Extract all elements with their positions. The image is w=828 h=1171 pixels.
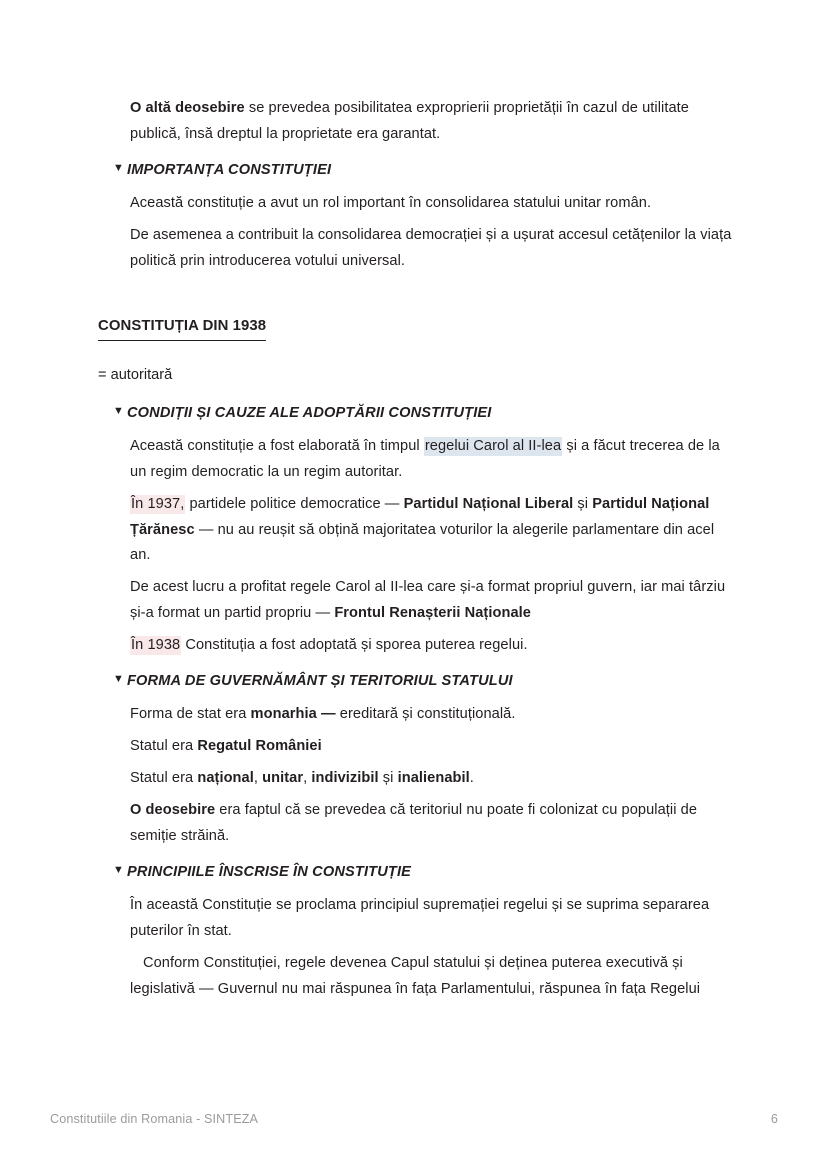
section-spacer — [98, 281, 732, 315]
paragraph-elaborata-pre: Această constituție a fost elaborată în timpul — [130, 437, 424, 454]
paragraph-national-bold3: indivizibil — [311, 770, 379, 787]
paragraph-national — [130, 766, 732, 792]
section-heading-importanta[interactable] — [113, 158, 732, 184]
highlight-in-1937: În 1937, — [131, 495, 185, 512]
paragraph-1938 — [130, 633, 732, 659]
paragraph-democratie: De asemenea a contribuit la consolidarea democrației și a ușurat accesul cetățenilor la viața politică prin introducerea votului universal. — [130, 226, 732, 269]
paragraph-suprematie: În această Constituție se proclama principiul supremației regelui și se suprima separarea puterilor în stat. — [130, 897, 710, 940]
paragraph-national-seg1: , — [253, 770, 263, 787]
section-heading-principiile-label: PRINCIPIILE ÎNSCRISE ÎN CONSTITUȚIE — [127, 864, 412, 881]
paragraph-monarhia-pre: Forma de stat era — [130, 706, 251, 723]
paragraph-national-post: . — [469, 770, 474, 787]
paragraph-national-bold2: unitar — [262, 770, 304, 787]
paragraph-alta-deosebire-lead: O altă deosebire — [130, 100, 245, 116]
paragraph-rol-important: Această constituție a avut un rol important în consolidarea statului unitar român. — [130, 194, 652, 211]
paragraph-national-pre: Statul era — [130, 770, 198, 787]
paragraph-1937 — [130, 492, 732, 570]
document-content — [98, 96, 732, 1009]
paragraph-monarhia — [130, 702, 732, 728]
paragraph-1937-seg3: — nu au reușit să obțină majoritatea voturilor la alegerile parlamentare din acel an. — [130, 521, 715, 564]
section-heading-conditii[interactable] — [113, 401, 732, 427]
paragraph-profitat — [130, 575, 732, 627]
doc-heading-wrap — [98, 315, 732, 355]
paragraph-national-bold1: național — [197, 770, 254, 787]
paragraph-national-seg3: și — [378, 770, 398, 787]
triangle-down-icon: ▼ — [113, 673, 124, 686]
doc-heading-constitutia-1938: CONSTITUȚIA DIN 1938 — [98, 315, 266, 341]
paragraph-monarhia-post: ereditară și constituțională. — [335, 706, 516, 723]
triangle-down-icon: ▼ — [113, 404, 124, 417]
paragraph-national-bold4: inalienabil — [397, 770, 470, 787]
paragraph-autoritara: = autoritară — [98, 366, 173, 383]
triangle-down-icon: ▼ — [113, 161, 124, 174]
section-heading-forma[interactable] — [113, 669, 732, 695]
paragraph-deosebire-rest: era faptul că se prevedea că teritoriul nu poate fi colonizat cu populații de semiție străină. — [130, 802, 698, 845]
footer-title: Constitutiile din Romania - SINTEZA — [50, 1112, 259, 1126]
paragraph-elaborata — [130, 434, 732, 486]
paragraph-regatul-bold: Regatul României — [197, 738, 322, 755]
section-heading-importanta-label: IMPORTANȚA CONSTITUȚIEI — [127, 161, 332, 178]
triangle-down-icon: ▼ — [113, 864, 124, 877]
paragraph-1938-rest: Constituția a fost adoptată și sporea puterea regelui. — [181, 637, 528, 654]
paragraph-national-seg2: , — [303, 770, 312, 787]
paragraph-alta-deosebire — [130, 96, 732, 148]
paragraph-regatul-pre: Statul era — [130, 738, 198, 755]
paragraph-regatul — [130, 734, 732, 760]
paragraph-1937-bold1: Partidul Național Liberal — [403, 495, 574, 512]
paragraph-deosebire-lead: O deosebire — [130, 802, 216, 819]
paragraph-monarhia-bold: monarhia — — [250, 706, 336, 723]
paragraph-profitat-pre: De acest lucru a profitat regele Carol al II-lea care și-a format propriul guvern, iar mai târziu și-a format un partid propriu — — [130, 579, 726, 622]
paragraph-conform: Conform Constituției, regele devenea Capul statului și deținea puterea executivă și legislativă — Guvernul nu mai răspunea în fața Parlamentului, răspunea în fața Regelui — [130, 955, 701, 998]
section-heading-principiile[interactable] — [113, 860, 732, 886]
page-footer — [50, 1108, 778, 1130]
paragraph-1937-seg2: și — [573, 495, 593, 512]
highlight-regele-carol: regelui Carol al II-lea — [424, 437, 562, 454]
paragraph-profitat-bold: Frontul Renașterii Naționale — [334, 605, 531, 622]
paragraph-elaborata-post: și a făcut trecerea de la un regim democratic la un regim autoritar. — [130, 437, 720, 480]
footer-page-number: 6 — [770, 1112, 778, 1126]
paragraph-1937-seg1: partidele politice democratice — — [185, 495, 404, 512]
paragraph-alta-deosebire-rest: se prevedea posibilitatea exproprierii proprietății în cazul de utilitate publică, însă dreptul la proprietate era garantat. — [130, 100, 689, 142]
paragraph-deosebire — [130, 798, 732, 850]
section-heading-conditii-label: CONDIȚII ȘI CAUZE ALE ADOPTĂRII CONSTITUȚIEI — [127, 404, 492, 421]
highlight-in-1938: În 1938 — [131, 637, 181, 654]
paragraph-1937-bold2: Partidul Național Țărănesc — [130, 495, 710, 538]
section-heading-forma-label: FORMA DE GUVERNĂMÂNT ȘI TERITORIUL STATULUI — [127, 673, 513, 690]
